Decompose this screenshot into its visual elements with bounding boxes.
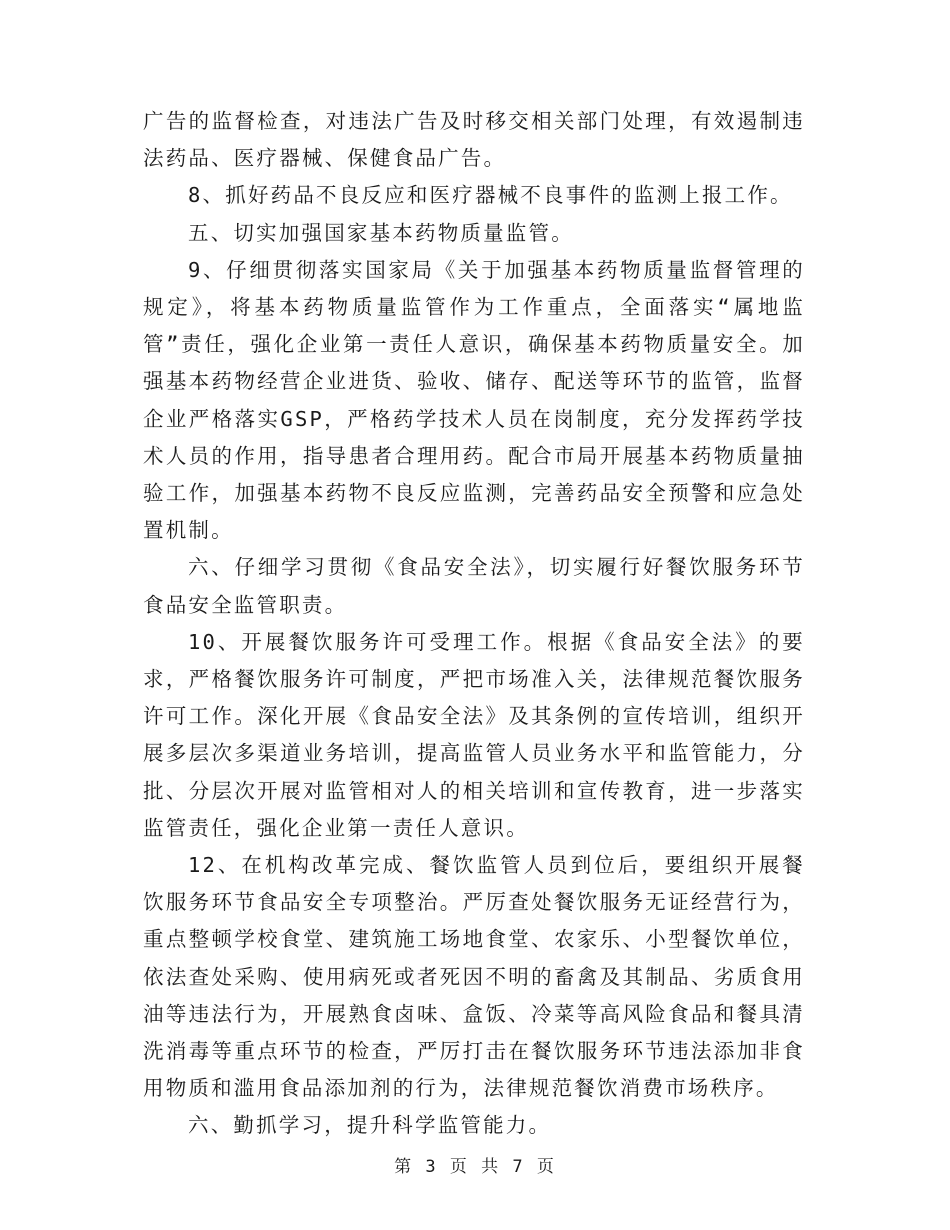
- paragraph-item-9: 9、仔细贯彻落实国家局《关于加强基本药物质量监督管理的规定》，将基本药物质量监管作为工作重点，全面落实“属地监管”责任，强化企业第一责任人意识，确保基本药物质量安全。加强基本药物经营企业进货、验收、储存、配送等环节的监管，监督企业严格落实GSP，严格药学技术人员在岗制度，充分发挥药学技术人员的作用，指导患者合理用药。配合市局开展基本药物质量抽验工作，加强基本药物不良反应监测，完善药品安全预警和应急处置机制。: [143, 257, 805, 543]
- section-heading-6-study: 六、勤抓学习，提升科学监管能力。: [188, 1113, 552, 1138]
- paragraph-item-12: 12、在机构改革完成、餐饮监管人员到位后，要组织开展餐饮服务环节食品安全专项整治。严厉查处餐饮服务无证经营行为，重点整顿学校食堂、建筑施工场地食堂、农家乐、小型餐饮单位，依法查处采购、使用病死或者死因不明的畜禽及其制品、劣质食用油等违法行为，开展熟食卤味、盒饭、冷菜等高风险食品和餐具清洗消毒等重点环节的检查，严厉打击在餐饮服务环节违法添加非食用物质和滥用食品添加剂的行为，法律规范餐饮消费市场秩序。: [143, 853, 805, 1101]
- paragraph-item-8: 8、抓好药品不良反应和医疗器械不良事件的监测上报工作。: [188, 183, 793, 208]
- document-body: [143, 103, 805, 1145]
- section-heading-5: 五、切实加强国家基本药物质量监管。: [188, 220, 574, 245]
- paragraph-continuation: 广告的监督检查，对违法广告及时移交相关部门处理，有效遏制违法药品、医疗器械、保健食品广告。: [143, 109, 805, 171]
- paragraph-item-10: 10、开展餐饮服务许可受理工作。根据《食品安全法》的要求，严格餐饮服务许可制度，严把市场准入关，法律规范餐饮服务许可工作。深化开展《食品安全法》及其条例的宣传培训，组织开展多层次多渠道业务培训，提高监管人员业务水平和监管能力，分批、分层次开展对监管相对人的相关培训和宣传教育，进一步落实监管责任，强化企业第一责任人意识。: [143, 629, 805, 840]
- section-heading-6: 六、仔细学习贯彻《食品安全法》，切实履行好餐饮服务环节食品安全监管职责。: [143, 555, 805, 617]
- page-number-footer: 第 3 页 共 7 页: [394, 1157, 556, 1177]
